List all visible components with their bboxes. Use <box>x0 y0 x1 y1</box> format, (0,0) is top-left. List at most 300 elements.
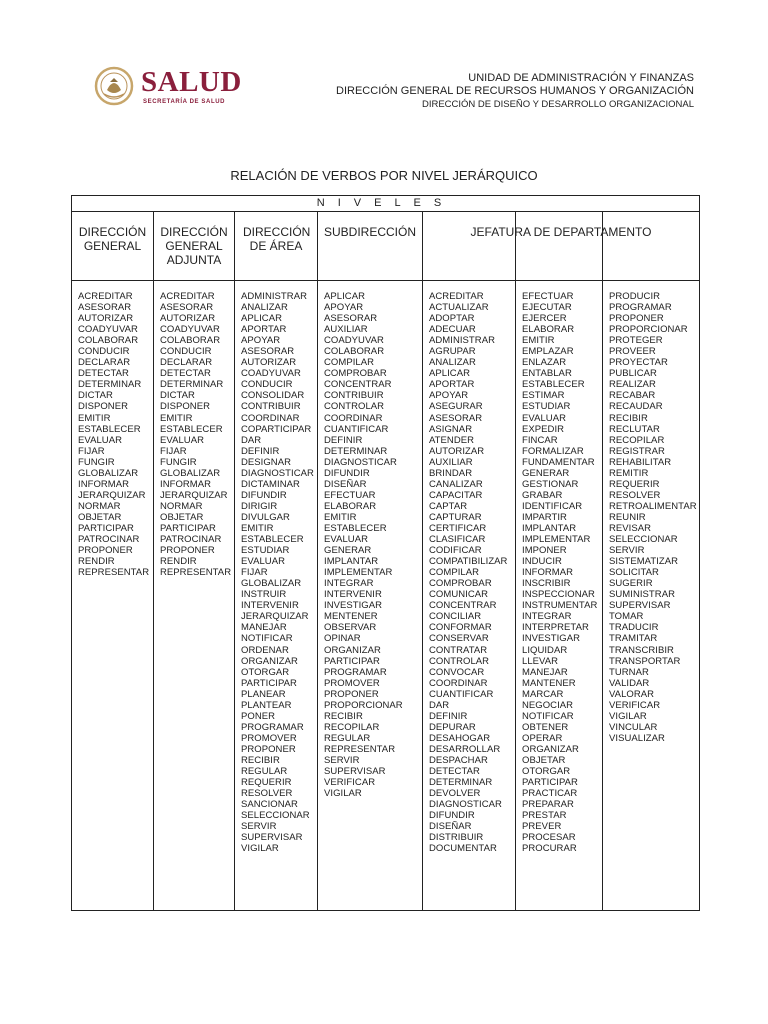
verb-item: RECIBIR <box>324 710 363 722</box>
verb-item: ORGANIZAR <box>324 644 381 656</box>
verb-item: RECIBIR <box>241 754 280 766</box>
verb-item: DIRIGIR <box>241 500 278 512</box>
verb-item: INVESTIGAR <box>522 633 581 645</box>
verb-item: ESTIMAR <box>522 390 565 402</box>
verb-item: DEFINIR <box>429 710 468 722</box>
verb-item: DIAGNOSTICAR <box>324 456 397 468</box>
verb-item: REHABILITAR <box>609 456 672 468</box>
verb-item: IMPLEMENTAR <box>522 534 591 546</box>
verb-item: OBJETAR <box>160 511 204 523</box>
header-direccion-area-label: DIRECCIÓN DE ÁREA <box>243 225 311 253</box>
verb-item: DISPONER <box>78 401 129 413</box>
verb-item: EMITIR <box>241 522 274 534</box>
header-line-3: DIRECCIÓN DE DISEÑO Y DESARROLLO ORGANIZACIONAL <box>421 99 694 110</box>
verb-item: DEFINIR <box>241 445 280 457</box>
verb-item: OBJETAR <box>522 754 566 766</box>
verb-item: PROPORCIONAR <box>324 699 403 711</box>
verb-item: PROMOVER <box>241 732 297 744</box>
verb-item: SELECCIONAR <box>241 810 310 822</box>
column-jefatura-3 <box>602 211 699 910</box>
verb-item: ASESORAR <box>78 302 132 314</box>
verb-item: DIAGNOSTICAR <box>429 799 502 811</box>
verb-item: PLANTEAR <box>241 699 292 711</box>
verb-item: APLICAR <box>429 368 471 380</box>
verb-item: SUGERIR <box>609 578 653 590</box>
verb-item: ADECUAR <box>429 324 476 336</box>
verb-item: REUNIR <box>609 511 646 523</box>
verb-item: REMITIR <box>609 467 649 479</box>
verb-item: ANALIZAR <box>241 302 288 314</box>
verb-item: INSTRUIR <box>241 589 287 601</box>
verb-item: PROVEER <box>609 346 656 358</box>
verb-item: FORMALIZAR <box>522 445 584 457</box>
verb-item: OBSERVAR <box>324 622 377 634</box>
verb-item: CONCENTRAR <box>429 600 497 612</box>
verb-item: CONFORMAR <box>429 622 492 634</box>
verb-item: COORDINAR <box>324 412 383 424</box>
verb-item: IMPARTIR <box>522 511 567 523</box>
verb-item: ASIGNAR <box>429 423 473 435</box>
verb-item: ADMINISTRAR <box>429 335 495 347</box>
verb-list <box>154 281 234 578</box>
verb-item: CANALIZAR <box>429 478 483 490</box>
verb-item: NORMAR <box>78 500 121 512</box>
verb-item: DESARROLLAR <box>429 743 501 755</box>
verb-item: SUPERVISAR <box>324 766 386 778</box>
verbs-table <box>71 195 700 911</box>
verb-item: COMPROBAR <box>429 578 492 590</box>
verb-item: INTERPRETAR <box>522 622 589 634</box>
verb-item: MANEJAR <box>522 666 568 678</box>
verb-item: PROGRAMAR <box>241 721 304 733</box>
verb-item: ESTUDIAR <box>522 401 571 413</box>
verb-item: IMPLEMENTAR <box>324 567 393 579</box>
verb-item: CONVOCAR <box>429 666 485 678</box>
verb-item: PONER <box>241 710 276 722</box>
verb-item: FUNDAMENTAR <box>522 456 595 468</box>
verb-item: CONCENTRAR <box>324 379 392 391</box>
verb-item: COLABORAR <box>78 335 139 347</box>
verb-item: AUTORIZAR <box>429 445 485 457</box>
verb-item: COADYUVAR <box>324 335 384 347</box>
column-jefatura-2 <box>515 211 602 910</box>
verb-item: INSCRIBIR <box>522 578 571 590</box>
verb-item: RENDIR <box>160 556 197 568</box>
header-line-1: UNIDAD DE ADMINISTRACIÓN Y FINANZAS <box>468 72 694 84</box>
verb-item: MARCAR <box>522 688 564 700</box>
verb-item: ESTABLECER <box>160 423 223 435</box>
verb-item: DETERMINAR <box>160 379 224 391</box>
verb-item: AUXILIAR <box>429 456 473 468</box>
verb-item: DESPACHAR <box>429 754 488 766</box>
verb-list <box>235 281 317 854</box>
verb-item: INSPECCIONAR <box>522 589 595 601</box>
verb-item: MANTENER <box>522 677 576 689</box>
verb-item: DECLARAR <box>160 357 213 369</box>
verb-item: ESTABLECER <box>241 534 304 546</box>
verb-item: COADYUVAR <box>160 324 220 336</box>
verb-item: CLASIFICAR <box>429 534 486 546</box>
verb-item: PREPARAR <box>522 799 574 811</box>
verb-item: APOYAR <box>429 390 469 402</box>
verb-item: SUPERVISAR <box>241 832 303 844</box>
verb-item: CONTROLAR <box>324 401 385 413</box>
verb-item: AUXILIAR <box>324 324 368 336</box>
verb-item: REGULAR <box>324 732 371 744</box>
verb-item: VIGILAR <box>241 843 279 855</box>
verb-item: CONSOLIDAR <box>241 390 305 402</box>
verb-item: GRABAR <box>522 489 563 501</box>
verb-item: INDUCIR <box>522 556 562 568</box>
verb-item: PATROCINAR <box>78 534 140 546</box>
verb-item: LIQUIDAR <box>522 644 568 656</box>
verb-item: EXPEDIR <box>522 423 565 435</box>
verb-item: CERTIFICAR <box>429 522 487 534</box>
verb-item: CONDUCIR <box>241 379 293 391</box>
verb-item: CONSERVAR <box>429 633 489 645</box>
verb-item: ACREDITAR <box>429 291 484 302</box>
verb-item: ASESORAR <box>160 302 214 314</box>
verb-item: DIFUNDIR <box>324 467 370 479</box>
verb-item: OPINAR <box>324 633 361 645</box>
niveles-header: NIVELES <box>72 196 699 212</box>
verb-list <box>318 281 422 799</box>
verb-item: ESTABLECER <box>324 522 387 534</box>
verb-item: DIVULGAR <box>241 511 290 523</box>
verb-item: DAR <box>241 434 262 446</box>
verb-item: ACREDITAR <box>160 291 215 302</box>
verb-item: VIGILAR <box>609 710 647 722</box>
verb-item: PATROCINAR <box>160 534 222 546</box>
verb-item: ESTABLECER <box>78 423 141 435</box>
verb-item: DISEÑAR <box>324 478 367 490</box>
verb-item: IMPLANTAR <box>324 556 379 568</box>
verb-item: DICTAR <box>160 390 195 402</box>
verb-item: INFORMAR <box>160 478 212 490</box>
verb-item: REPRESENTAR <box>78 567 150 579</box>
verb-item: ELABORAR <box>324 500 377 512</box>
verb-item: APORTAR <box>241 324 287 336</box>
verb-item: TRADUCIR <box>609 622 659 634</box>
verb-item: PARTICIPAR <box>160 522 216 534</box>
verb-item: NEGOCIAR <box>522 699 574 711</box>
verb-item: EVALUAR <box>241 556 285 568</box>
brand-name: SALUD <box>141 66 242 98</box>
verb-item: IDENTIFICAR <box>522 500 583 512</box>
column-subdireccion <box>317 211 422 910</box>
verb-item: OTORGAR <box>522 766 571 778</box>
verb-item: RESOLVER <box>609 489 661 501</box>
verb-item: INSTRUMENTAR <box>522 600 598 612</box>
column-direccion-general-adjunta <box>153 211 234 910</box>
verb-item: COORDINAR <box>429 677 488 689</box>
verb-item: DESIGNAR <box>241 456 292 468</box>
verb-item: TRAMITAR <box>609 633 658 645</box>
verb-item: ACREDITAR <box>78 291 133 302</box>
verb-item: OTORGAR <box>241 666 290 678</box>
verb-item: EVALUAR <box>522 412 566 424</box>
verb-item: DIFUNDIR <box>429 810 475 822</box>
verb-item: RESOLVER <box>241 788 293 800</box>
verb-item: EJECUTAR <box>522 302 572 314</box>
verb-item: COORDINAR <box>241 412 300 424</box>
verb-item: RECLUTAR <box>609 423 660 435</box>
verb-item: CONDUCIR <box>160 346 212 358</box>
verb-item: PRESTAR <box>522 810 567 822</box>
verb-item: VINCULAR <box>609 721 658 733</box>
verb-item: TRANSPORTAR <box>609 655 681 667</box>
verb-item: FUNGIR <box>78 456 115 468</box>
header-direccion-area <box>235 211 317 281</box>
verb-item: ESTABLECER <box>522 379 585 391</box>
verb-item: REVISAR <box>609 522 652 534</box>
verb-item: ELABORAR <box>522 324 575 336</box>
verb-item: PROCURAR <box>522 843 577 855</box>
verb-item: REQUERIR <box>241 777 292 789</box>
verb-item: ORGANIZAR <box>522 743 579 755</box>
column-direccion-area <box>234 211 317 910</box>
verb-item: RECOPILAR <box>609 434 665 446</box>
verb-item: AUTORIZAR <box>78 313 134 325</box>
verb-item: VERIFICAR <box>324 777 376 789</box>
verb-item: ORDENAR <box>241 644 289 656</box>
verb-item: DIFUNDIR <box>241 489 287 501</box>
verb-item: ATENDER <box>429 434 475 446</box>
verb-item: CAPACITAR <box>429 489 483 501</box>
verb-item: RECIBIR <box>609 412 648 424</box>
verb-item: CONCILIAR <box>429 611 482 623</box>
verb-item: EMITIR <box>324 511 357 523</box>
verb-item: CUANTIFICAR <box>429 688 494 700</box>
header-lines <box>336 72 694 111</box>
verb-item: ORGANIZAR <box>241 655 298 667</box>
verb-item: EVALUAR <box>78 434 122 446</box>
verb-item: ADOPTAR <box>429 313 475 325</box>
verb-item: PROCESAR <box>522 832 576 844</box>
brand-subtitle: SECRETARÍA DE SALUD <box>143 99 226 105</box>
verb-item: DETERMINAR <box>429 777 493 789</box>
verb-item: SANCIONAR <box>241 799 298 811</box>
verb-item: GLOBALIZAR <box>241 578 302 590</box>
verb-item: INFORMAR <box>78 478 130 490</box>
verb-item: ADMINISTRAR <box>241 291 307 302</box>
verb-item: DECLARAR <box>78 357 131 369</box>
verb-item: RETROALIMENTAR <box>609 500 697 512</box>
verb-item: OBTENER <box>522 721 569 733</box>
verb-item: PARTICIPAR <box>78 522 134 534</box>
verb-item: PRODUCIR <box>609 291 661 302</box>
verb-item: DICTAMINAR <box>241 478 300 490</box>
verb-item: FIJAR <box>160 445 187 457</box>
verb-item: DEFINIR <box>324 434 363 446</box>
verb-item: COMPILAR <box>324 357 375 369</box>
verb-item: RECOPILAR <box>324 721 380 733</box>
verb-item: EVALUAR <box>324 534 368 546</box>
verb-item: GLOBALIZAR <box>160 467 221 479</box>
verb-item: BRINDAR <box>429 467 473 479</box>
verb-item: APLICAR <box>241 313 283 325</box>
verb-item: ASESORAR <box>241 346 295 358</box>
verb-item: CONDUCIR <box>78 346 130 358</box>
verb-item: CUANTIFICAR <box>324 423 389 435</box>
verb-item: COMUNICAR <box>429 589 489 601</box>
document-title: RELACIÓN DE VERBOS POR NIVEL JERÁRQUICO <box>230 168 538 183</box>
page-header <box>0 0 768 130</box>
verb-item: EJERCER <box>522 313 567 325</box>
verb-item: COADYUVAR <box>78 324 138 336</box>
verb-item: REPRESENTAR <box>160 567 232 579</box>
verb-item: EFECTUAR <box>324 489 376 501</box>
verb-item: DISEÑAR <box>429 821 472 833</box>
verb-item: SERVIR <box>241 821 277 833</box>
verb-item: DETERMINAR <box>324 445 388 457</box>
verb-item: PROGRAMAR <box>324 666 387 678</box>
header-direccion-general-adjunta <box>154 211 234 281</box>
verb-item: DETECTAR <box>429 766 480 778</box>
header-subdireccion-label: SUBDIRECCIÓN <box>324 225 417 239</box>
verb-item: ANALIZAR <box>429 357 476 369</box>
verb-item: PROYECTAR <box>609 357 668 369</box>
verb-item: REALIZAR <box>609 379 656 391</box>
verb-item: ENLAZAR <box>522 357 567 369</box>
verb-item: SUMINISTRAR <box>609 589 675 601</box>
verb-item: MENTENER <box>324 611 378 623</box>
verb-item: NORMAR <box>160 500 203 512</box>
verb-item: CODIFICAR <box>429 545 482 557</box>
header-line-2: DIRECCIÓN GENERAL DE RECURSOS HUMANOS Y ORGANIZACIÓN <box>336 85 694 97</box>
verb-item: COPARTICIPAR <box>241 423 312 435</box>
verb-item: PROPONER <box>324 688 379 700</box>
verb-item: NOTIFICAR <box>522 710 574 722</box>
verb-item: GLOBALIZAR <box>78 467 139 479</box>
verb-item: PROPONER <box>78 545 133 557</box>
verb-item: VALIDAR <box>609 677 650 689</box>
header-direccion-general-label: DIRECCIÓN GENERAL <box>78 225 147 253</box>
verb-item: DEPURAR <box>429 721 476 733</box>
verb-item: ASESORAR <box>429 412 483 424</box>
verb-item: CONTRIBUIR <box>324 390 384 402</box>
verb-item: ENTABLAR <box>522 368 572 380</box>
verb-item: DIAGNOSTICAR <box>241 467 314 479</box>
verb-item: VALORAR <box>609 688 655 700</box>
verb-item: DESAHOGAR <box>429 732 491 744</box>
verb-item: REQUERIR <box>609 478 660 490</box>
header-subdireccion <box>318 211 422 281</box>
verb-item: PREVER <box>522 821 562 833</box>
verb-item: SISTEMATIZAR <box>609 556 679 568</box>
verb-item: CONTRIBUIR <box>241 401 301 413</box>
verb-item: ESTUDIAR <box>241 545 290 557</box>
verb-item: DEVOLVER <box>429 788 481 800</box>
verb-item: PARTICIPAR <box>522 777 578 789</box>
verb-item: REGULAR <box>241 766 288 778</box>
verb-item: FUNGIR <box>160 456 197 468</box>
verb-item: COMPROBAR <box>324 368 387 380</box>
verb-item: PARTICIPAR <box>241 677 297 689</box>
verb-item: PARTICIPAR <box>324 655 380 667</box>
verb-item: IMPLANTAR <box>522 522 577 534</box>
verb-item: INTERVENIR <box>241 600 299 612</box>
verb-item: FIJAR <box>78 445 105 457</box>
verb-item: VISUALIZAR <box>609 732 665 744</box>
verb-item: PROPONER <box>609 313 664 325</box>
verb-item: EMITIR <box>522 335 555 347</box>
verb-list <box>516 281 602 854</box>
verb-item: REPRESENTAR <box>324 743 396 755</box>
verb-item: PROGRAMAR <box>609 302 672 314</box>
verb-item: FIJAR <box>241 567 268 579</box>
verb-item: OPERAR <box>522 732 563 744</box>
verb-item: AGRUPAR <box>429 346 476 358</box>
verb-item: PLANEAR <box>241 688 286 700</box>
verb-item: EFECTUAR <box>522 291 574 302</box>
verb-item: VIGILAR <box>324 788 362 800</box>
verb-item: DISPONER <box>160 401 211 413</box>
verb-item: NOTIFICAR <box>241 633 293 645</box>
verb-item: COLABORAR <box>160 335 221 347</box>
verb-item: SOLICITAR <box>609 567 659 579</box>
verb-item: SERVIR <box>324 754 360 766</box>
verb-item: PROMOVER <box>324 677 380 689</box>
verb-item: INVESTIGAR <box>324 600 383 612</box>
verb-item: JERARQUIZAR <box>241 611 309 623</box>
verb-item: CAPTURAR <box>429 511 482 523</box>
verb-item: TOMAR <box>609 611 644 623</box>
verb-item: COMPATIBILIZAR <box>429 556 508 568</box>
verb-item: INTEGRAR <box>522 611 572 623</box>
verb-item: EMPLAZAR <box>522 346 574 358</box>
verb-list <box>423 281 515 854</box>
column-jefatura-1 <box>422 211 515 910</box>
verb-item: GESTIONAR <box>522 478 579 490</box>
verb-item: PRACTICAR <box>522 788 578 800</box>
verb-item: LLEVAR <box>522 655 559 667</box>
verb-item: APLICAR <box>324 291 366 302</box>
verb-item: RECABAR <box>609 390 656 402</box>
verb-item: DICTAR <box>78 390 113 402</box>
verb-item: RENDIR <box>78 556 115 568</box>
verb-item: DETERMINAR <box>78 379 142 391</box>
verb-item: CAPTAR <box>429 500 468 512</box>
verb-item: OBJETAR <box>78 511 122 523</box>
column-direccion-general <box>72 211 153 910</box>
verb-item: APOYAR <box>241 335 281 347</box>
verb-item: EMITIR <box>160 412 193 424</box>
verb-item: DETECTAR <box>78 368 129 380</box>
header-direccion-general <box>72 211 153 281</box>
verb-item: ACTUALIZAR <box>429 302 489 314</box>
verb-item: EMITIR <box>78 412 111 424</box>
verb-item: AUTORIZAR <box>241 357 297 369</box>
verb-item: PROPONER <box>241 743 296 755</box>
verb-item: RECAUDAR <box>609 401 663 413</box>
verb-item: SUPERVISAR <box>609 600 671 612</box>
verb-item: INFORMAR <box>522 567 574 579</box>
verb-item: COADYUVAR <box>241 368 301 380</box>
verb-item: JERARQUIZAR <box>160 489 228 501</box>
verb-item: SERVIR <box>609 545 645 557</box>
verb-item: APORTAR <box>429 379 475 391</box>
header-direccion-general-adjunta-label: DIRECCIÓN GENERAL ADJUNTA <box>160 225 228 267</box>
verb-item: FINCAR <box>522 434 558 446</box>
verb-item: AUTORIZAR <box>160 313 216 325</box>
verb-item: JERARQUIZAR <box>78 489 146 501</box>
verb-item: COLABORAR <box>324 346 385 358</box>
verb-item: PROTEGER <box>609 335 663 347</box>
verb-item: TURNAR <box>609 666 649 678</box>
verb-item: IMPONER <box>522 545 567 557</box>
verb-item: APOYAR <box>324 302 364 314</box>
